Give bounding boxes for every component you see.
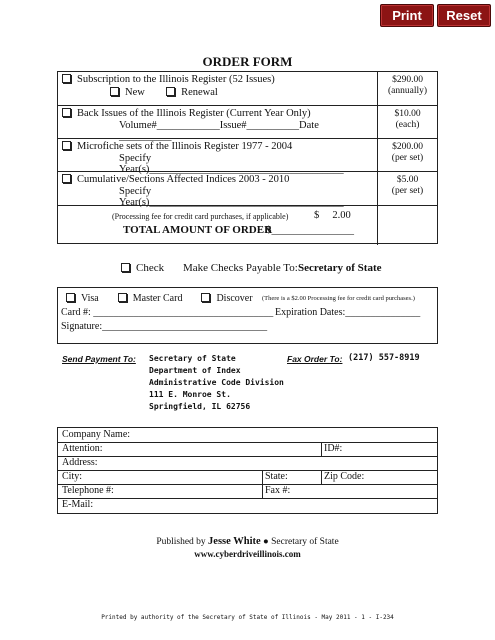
mastercard-checkbox[interactable]: [118, 293, 127, 302]
new-checkbox[interactable]: [110, 87, 119, 96]
volume-issue-date-field[interactable]: Volume#____________Issue#__________Date __________: [119, 120, 319, 142]
zip-code-field[interactable]: Zip Code:: [324, 471, 365, 482]
item-label: Subscription to the Illinois Register (52 Issues): [77, 74, 275, 85]
fee-amount: $ 2.00: [314, 210, 351, 221]
address-line: 111 E. Monroe St.: [149, 390, 231, 399]
email-field[interactable]: E-Mail:: [62, 499, 94, 510]
id-field[interactable]: ID#:: [324, 443, 343, 454]
item-label: Microfiche sets of the Illinois Register 1977 - 2004: [77, 141, 293, 152]
item-price-note: (per set): [391, 153, 424, 163]
check-label: Check: [136, 262, 165, 274]
mailing-address: [149, 353, 284, 413]
item-row-subscription: [58, 72, 437, 106]
mastercard-label: Master Card: [132, 293, 183, 304]
discover-checkbox[interactable]: [201, 293, 210, 302]
item-price: $5.00: [396, 175, 419, 185]
total-amount-field[interactable]: $_______________: [266, 224, 354, 236]
new-label: New: [125, 87, 145, 98]
renewal-checkbox[interactable]: [166, 87, 175, 96]
fee-note: (Processing fee for credit card purchases, if applicable): [112, 212, 289, 221]
specify-years-field[interactable]: Specify Year(s)_____________________________________: [119, 186, 344, 208]
contact-table: [57, 427, 438, 514]
address-line: Secretary of State: [149, 354, 236, 363]
bullet-icon: ●: [263, 537, 269, 547]
city-field[interactable]: City:: [62, 471, 83, 482]
item-price: $290.00: [392, 75, 423, 85]
company-name-field[interactable]: Company Name:: [62, 429, 131, 440]
check-option[interactable]: [121, 262, 164, 274]
address-line: Springfield, IL 62756: [149, 402, 251, 411]
page-title: ORDER FORM: [202, 54, 293, 69]
send-payment-label: Send Payment To:: [62, 354, 136, 364]
website-link[interactable]: www.cyberdriveillinois.com: [194, 549, 301, 559]
telephone-field[interactable]: Telephone #:: [62, 485, 114, 496]
footer-note: Printed by authority of the Secretary of State of Illinois - May 2011 - 1 - I-234: [101, 614, 394, 621]
order-items-table: [57, 71, 438, 244]
subscription-checkbox[interactable]: [62, 74, 71, 83]
address-field[interactable]: Address:: [62, 457, 98, 468]
reset-button[interactable]: Reset: [437, 4, 491, 27]
item-price-note: (annually): [387, 86, 428, 96]
specify-years-field[interactable]: Specify Year(s)_____________________________________: [119, 153, 344, 175]
fax-number: (217) 557-8919: [348, 353, 420, 363]
total-label: TOTAL AMOUNT OF ORDER: [123, 224, 273, 236]
item-price: $10.00: [394, 109, 421, 119]
card-number-field[interactable]: Card #: ____________________________________: [61, 307, 274, 318]
fax-field[interactable]: Fax #:: [265, 485, 291, 496]
payable-label: Make Checks Payable To:: [183, 262, 298, 274]
check-checkbox[interactable]: [121, 263, 130, 272]
address-line: Administrative Code Division: [149, 378, 284, 387]
discover-label: Discover: [216, 293, 253, 304]
expiration-field[interactable]: Expiration Dates:_______________: [275, 307, 421, 318]
fax-order-label: Fax Order To:: [287, 354, 343, 364]
publisher-name: Jesse White: [208, 536, 261, 547]
address-line: Department of Index: [149, 366, 241, 375]
item-label: Back Issues of the Illinois Register (Current Year Only): [77, 108, 311, 119]
attention-field[interactable]: Attention:: [62, 443, 103, 454]
item-row-indices: [58, 172, 437, 206]
item-price: $200.00: [392, 142, 423, 152]
back-issues-checkbox[interactable]: [62, 108, 71, 117]
card-fee-note: (There is a $2.00 Processing fee for credit card purchases.): [262, 295, 415, 302]
signature-field[interactable]: Signature:_________________________________: [61, 321, 268, 332]
publisher-title: Secretary of State: [271, 537, 339, 547]
item-price-note: (per set): [391, 186, 424, 196]
visa-checkbox[interactable]: [66, 293, 75, 302]
state-field[interactable]: State:: [265, 471, 288, 482]
visa-label: Visa: [81, 293, 99, 304]
microfiche-checkbox[interactable]: [62, 141, 71, 150]
item-price-note: (each): [395, 120, 420, 130]
print-button[interactable]: Print: [380, 4, 434, 27]
published-prefix: Published by: [156, 537, 206, 547]
indices-checkbox[interactable]: [62, 174, 71, 183]
item-row-back-issues: [58, 106, 437, 142]
item-row-microfiche: [58, 139, 437, 175]
total-row: [58, 206, 437, 245]
card-payment-box: [57, 287, 438, 344]
published-by: [0, 536, 495, 547]
payable-to: Secretary of State: [298, 262, 382, 274]
renewal-label: Renewal: [181, 87, 218, 98]
item-label: Cumulative/Sections Affected Indices 2003 - 2010: [77, 174, 290, 185]
